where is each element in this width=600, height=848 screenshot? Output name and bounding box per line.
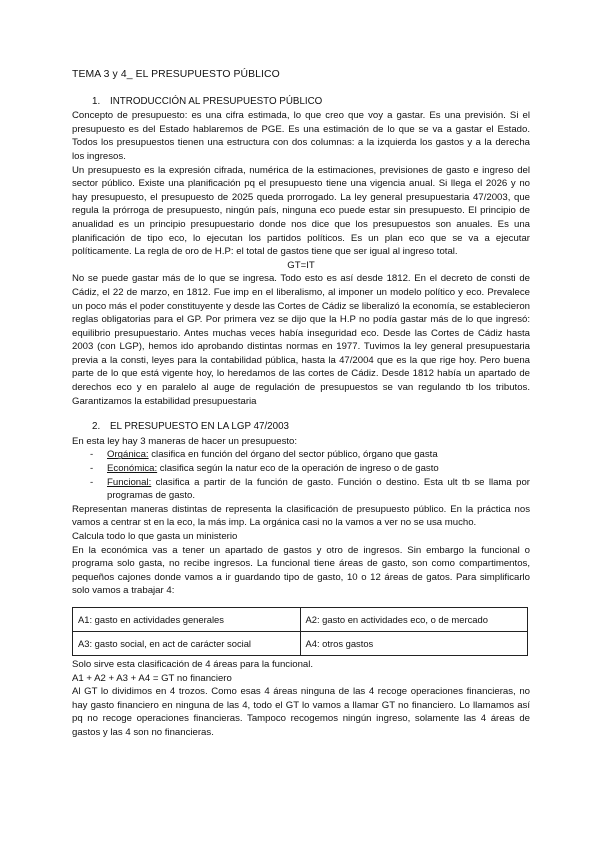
paragraph: Al GT lo dividimos en 4 trozos. Como esas 4 áreas ninguna de las 4 recoge operaciones financieras, no hay gasto financiero en ninguna de las 4, todo el GT lo vamos a llamar GT no financiero. Lo llamamos así pq no recoge operaciones financieras. Tampoco recogemos ningún ingreso, solamente las 4 áreas de gastos y las 4 son no financieras. <box>72 686 530 738</box>
list-item: - Orgánica: clasifica en función del órgano del sector público, órgano que gasta <box>90 449 438 461</box>
list-item-text: clasifica en función del órgano del sector público, órgano que gasta <box>148 449 438 461</box>
paragraph: Solo sirve esta clasificación de 4 áreas para la funcional. <box>72 658 314 670</box>
classification-list <box>72 448 530 502</box>
paragraph: Un presupuesto es la expresión cifrada, numérica de la estimaciones, previsiones de gasto e ingreso del sector público. Existe una planificación pq el presupuesto tiene una vigencia anual. Si llega el 2026 y no hay presupuesto, el presupuesto de 2025 queda prorrogado. La ley general presupuestaria 47/2003, que regula la prórroga de presupuesto, ningún país, ninguna eco puede estar sin presupuesto. El principio de anualidad es un principio presupuestario donde nos dice que los presupuestos son anuales. Es una planificación de tipo eco, lo ejecutan los partidos políticos. Es un plan eco que se va a ejecutar políticamente. La regla de oro de H.P: el total de gastos tiene que ser igual al ingreso total. <box>72 164 530 258</box>
paragraph: Concepto de presupuesto: es una cifra estimada, lo que creo que voy a gastar. Es una previsión. Si el presupuesto es del Estado hablaremos de PGE. Es una estimación de lo que se va a gastar el Estado. Todos los presupuestos tienen una estructura con dos columnas: a la izquierda los gastos y a la derecha los ingresos. <box>72 110 530 162</box>
section-1-title: INTRODUCCIÓN AL PRESUPUESTO PÚBLICO <box>110 95 323 107</box>
section-1-number: 1. <box>92 95 101 107</box>
list-item-term: Funcional: <box>107 476 152 488</box>
section-2-title: EL PRESUPUESTO EN LA LGP 47/2003 <box>110 421 289 433</box>
areas-table <box>72 607 528 656</box>
paragraph: Representan maneras distintas de representa la clasificación de presupuesto público. En la práctica nos vamos a centrar st en la eco, la más imp. La orgánica casi no la vamos a ver no se usa mucho. <box>72 503 530 529</box>
list-item-text: clasifica a partir de la función de gasto. Función o destino. Esta ult tb se llama por programas de gasto. <box>107 476 530 502</box>
list-item: - Económica: clasifica según la natur eco de la operación de ingreso o de gasto <box>90 463 439 475</box>
paragraph: No se puede gastar más de lo que se ingresa. Todo esto es así desde 1812. En el decreto de consti de Cádiz, el 22 de marzo, en 1812. Fue imp en el liberalismo, al imponer un modelo político y eco. Prevalece un poco más el poder constituyente y desde las Cortes de Cádiz se liberalizó la economía, se establecieron reglas obligatorias para el GP. Por primera vez se dijo que la H.P no podía gastar más de lo que ingresó: equilibrio presupuestario. Antes muchas veces había inseguridad eco. Desde las Cortes de Cádiz hasta 2003 (con LGP), hemos ido aprobando distintas normas en 1977. Tuvimos la ley general presupuestaria previa a la consti, leyes para la contabilidad pública, hasta la 47/2004 que es la que rige hoy. Pero buena parte de lo que está vigente hoy, lo heredamos de las cortes de Cádiz. Desde 1812 había un apartado de derechos eco y en paralelo al auge de regulación de presupuestos se van regulando tb los tributos. Garantizamos la estabilidad presupuestaria <box>72 273 530 407</box>
list-item-text: clasifica según la natur eco de la operación de ingreso o de gasto <box>157 463 439 475</box>
paragraph: En la económica vas a tener un apartado de gastos y otro de ingresos. Sin embargo la funcional o programa solo gasta, no recibe ingresos. La funcional tiene áreas de gasto, son como compartimentos, pequeños cajones donde vamos a ir guardando tipo de gasto, 10 o 12 áreas de gatos. Para simplificarlo solo vamos a trabajar 4: <box>72 544 530 597</box>
paragraph: En esta ley hay 3 maneras de hacer un presupuesto: <box>72 435 298 447</box>
section-2-number: 2. <box>92 421 101 433</box>
table-row <box>73 631 528 655</box>
list-item-term: Económica: <box>107 463 158 475</box>
list-item: - Funcional: clasifica a partir de la función de gasto. Función o destino. Esta ult tb se llama por programas de gasto. <box>90 476 530 502</box>
table-cell: A4: otros gastos <box>300 631 528 655</box>
document-page <box>72 68 530 740</box>
section-1-heading <box>92 95 530 109</box>
list-item-term: Orgánica: <box>107 449 149 461</box>
table-cell: A1: gasto en actividades generales <box>73 607 301 631</box>
formula: A1 + A2 + A3 + A4 = GT no financiero <box>72 672 232 684</box>
section-2-heading <box>92 420 530 434</box>
document-title: TEMA 3 y 4_ EL PRESUPUESTO PÚBLICO <box>72 69 280 80</box>
table-cell: A2: gasto en actividades eco, o de mercado <box>300 607 528 631</box>
table-cell: A3: gasto social, en act de carácter social <box>73 631 301 655</box>
table-row <box>73 607 528 631</box>
paragraph: Calcula todo lo que gasta un ministerio <box>72 531 238 542</box>
formula: GT=IT <box>287 259 315 271</box>
